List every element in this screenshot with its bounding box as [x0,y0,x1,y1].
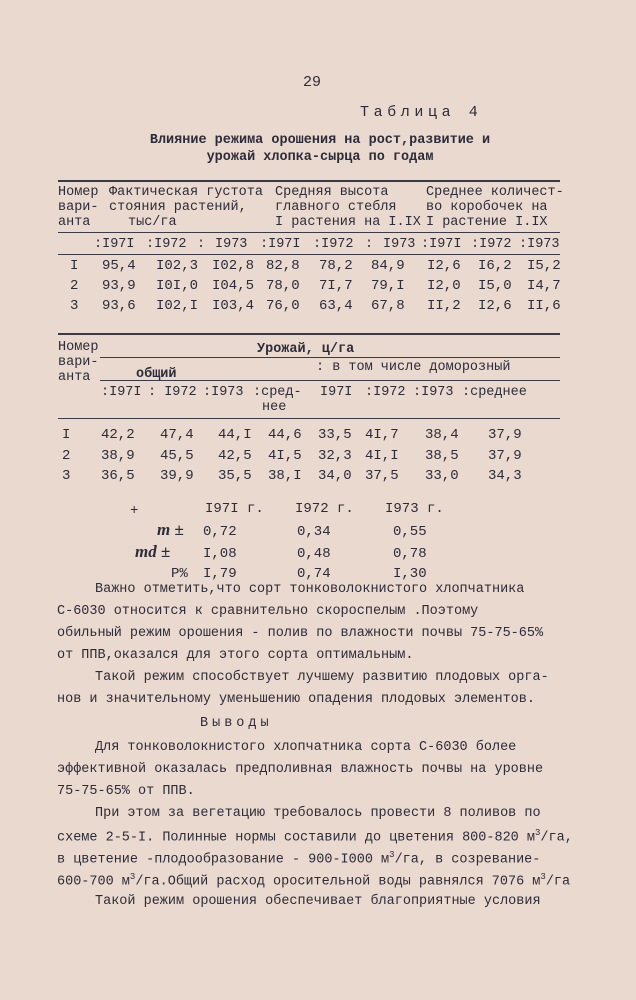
table2-cell: 3 [62,468,71,484]
para2-line: Такой режим способствует лучшему развитию плодовых орга- [95,670,549,685]
conclusions-title: Выводы [200,716,273,731]
table1-cell: 63,4 [319,298,353,314]
table1-cell: 78,2 [319,258,353,274]
stats-plus: + [130,503,139,519]
table2-cell: 35,5 [218,468,252,484]
table1-mid-rule [58,232,560,233]
table1-cell: II,6 [527,298,561,314]
table2-cell: 47,4 [160,427,194,443]
table1-header-num-2: вари- [58,200,99,215]
table1-year: :I972 [146,237,187,252]
table1-cell: 3 [70,298,79,314]
table1-header-c-2: во коробочек на [426,200,548,215]
table1-year: :I972 [471,237,512,252]
table1-cell: I5,0 [478,278,512,294]
table1-cell: 84,9 [371,258,405,274]
table1-cell: I [70,258,79,274]
table1-year: :I973 [519,237,560,252]
table2-header-num-3: анта [58,370,91,385]
table2-cell: 33,5 [318,427,352,443]
table2-cell: 38,I [268,468,302,484]
table2-year: :среднее [462,385,527,400]
table1-cell: II,2 [427,298,461,314]
table1-cell: 78,0 [266,278,300,294]
table1-cell: I2,6 [427,258,461,274]
table-title-line2: урожай хлопка-сырца по годам [206,150,434,165]
stats-value: 0,72 [203,524,237,540]
table1-cell: I02,I [156,298,199,314]
table1-cell: 93,9 [102,278,136,294]
table2-cell: 32,3 [318,448,352,464]
para4-line: 600-700 $м^3/га.Общий$ расход оросительной воды равнялся 7076 $м^3/га$ [57,872,571,890]
table1-header-b-3: I растения на I.IX [275,215,421,230]
para3-line: 75-75-65% от ППВ. [57,784,195,799]
stats-value: 0,34 [297,524,331,540]
stats-value: 0,55 [393,524,427,540]
table2-year-rule [100,380,560,381]
table1-year: :I97I [94,237,135,252]
table1-cell: 2 [70,278,79,294]
table1-cell: I4,7 [527,278,561,294]
table1-cell: 79,I [371,278,405,294]
table2-subheader-incl: : в том числе доморозный [316,360,511,375]
table1-header-b-1: Средняя высота [275,185,389,200]
stats-value: I,79 [203,566,237,582]
table1-cell: 7I,7 [319,278,353,294]
stats-value: 0,78 [393,546,427,562]
stats-label-m: m ± [157,520,184,539]
stats-year: I973 г. [385,501,444,517]
stats-value: 0,48 [297,546,331,562]
table2-cell: 34,0 [318,468,352,484]
table1-cell: I5,2 [527,258,561,274]
table2-top-rule [58,333,560,335]
para4-line: При этом за вегетацию требовалось провести 8 поливов по [95,806,541,821]
table1-header-b-2: главного стебля [275,200,397,215]
table2-subheader-rule [100,357,560,358]
table2-year: : I972 [148,385,197,400]
table2-cell: 37,9 [488,448,522,464]
table1-cell: 76,0 [266,298,300,314]
table2-main-header: Урожай, ц/га [257,342,355,357]
table2-year: :I973 [203,385,244,400]
table1-year: :I972 [313,237,354,252]
table1-year: : [197,237,206,252]
table1-cell: 93,6 [102,298,136,314]
table2-year: I97I [320,385,353,400]
table1-cell: I2,0 [427,278,461,294]
table1-cell: I02,8 [212,258,255,274]
table2-cell: 39,9 [160,468,194,484]
table2-subheader-total: общий [136,367,177,382]
stats-label-p: P% [171,566,188,582]
para1-line: обильный режим орошения - полив по влажности почвы 75-75-65% [57,626,544,641]
table2-cell: 44,6 [268,427,302,443]
table1-year: :I97I [260,237,301,252]
para4-line: схеме 2-5-I. Полинные нормы составили до цветения 800-820 $м^3/га$, [57,828,573,846]
table2-year: :I97I [101,385,142,400]
para3-line: Для тонковолокнистого хлопчатника сорта С-6030 более [95,740,517,755]
table1-header-num-1: Номер [58,185,99,200]
table1-cell: I6,2 [478,258,512,274]
para2-line: нов и значительному уменьшению опадения плодовых элементов. [57,692,535,707]
table2-cell: 34,3 [488,468,522,484]
stats-year: I97I г. [205,501,264,517]
stats-label-md: md ± [135,542,171,561]
table1-cell: I03,4 [212,298,255,314]
table1-cell: I04,5 [212,278,255,294]
para4-line: в цветение -плодообразование - 900-I000 $м^3/га$, в созревание- [57,850,541,868]
table1-cell: I02,3 [156,258,199,274]
table2-cell: 42,2 [101,427,135,443]
table2-cell: 44,I [218,427,252,443]
table1-cell: 67,8 [371,298,405,314]
table1-header-c-3: I растение I.IX [426,215,548,230]
table2-header-num-1: Номер [58,340,99,355]
table2-cell: 2 [62,448,71,464]
table2-header-bottom-rule [58,418,560,419]
table1-cell: 95,4 [102,258,136,274]
table1-year: I973 [383,237,416,252]
table2-cell: 38,9 [101,448,135,464]
table1-cell: I2,6 [478,298,512,314]
table2-cell: I [62,427,71,443]
table2-cell: 38,4 [425,427,459,443]
table-title-line1: Влияние режима орошения на рост,развитие и [149,133,491,148]
table1-header-num-3: анта [58,215,91,230]
table1-year: I973 [215,237,248,252]
stats-value: I,08 [203,546,237,562]
para1-line: от ППВ,оказался для этого сорта оптимальным. [57,648,414,663]
table2-cell: 4I,I [365,448,399,464]
para1-line: С-6030 относится к сравнительно скороспелым .Поэтому [57,604,479,619]
stats-value: 0,74 [297,566,331,582]
para5-line: Такой режим орошения обеспечивает благоприятные условия [95,894,541,909]
table2-cell: 37,9 [488,427,522,443]
table2-year: :I973 [413,385,454,400]
table2-cell: 38,5 [425,448,459,464]
table-label: Таблица 4 [360,104,483,121]
table1-header-a-2: стояния растений, [109,200,247,215]
table1-year: :I97I [421,237,462,252]
table2-year: :I972 [365,385,406,400]
stats-value: I,30 [393,566,427,582]
table1-top-rule [58,180,560,182]
table2-year: :сред- [253,385,302,400]
stats-year: I972 г. [295,501,354,517]
table1-header-c-1: Среднее количест- [426,185,564,200]
table1-year: : [365,237,374,252]
table2-cell: 45,5 [160,448,194,464]
table1-cell: I0I,0 [156,278,199,294]
page-number: 29 [303,74,322,91]
table1-header-bottom-rule [58,254,560,255]
table2-cell: 37,5 [365,468,399,484]
para3-line: эффективной оказалась предполивная влажность почвы на уровне [57,762,544,777]
table1-header-a-3: тыс/га [128,215,177,230]
table2-cell: 4I,7 [365,427,399,443]
para1-line: Важно отметить,что сорт тонковолокнистого хлопчатника [95,582,525,597]
table2-cell: 42,5 [218,448,252,464]
table2-year-suffix: нее [262,400,287,415]
table2-cell: 36,5 [101,468,135,484]
table1-cell: 82,8 [266,258,300,274]
table2-header-num-2: вари- [58,355,99,370]
table1-header-a-1: Фактическая густота [109,185,263,200]
table2-cell: 4I,5 [268,448,302,464]
table2-cell: 33,0 [425,468,459,484]
